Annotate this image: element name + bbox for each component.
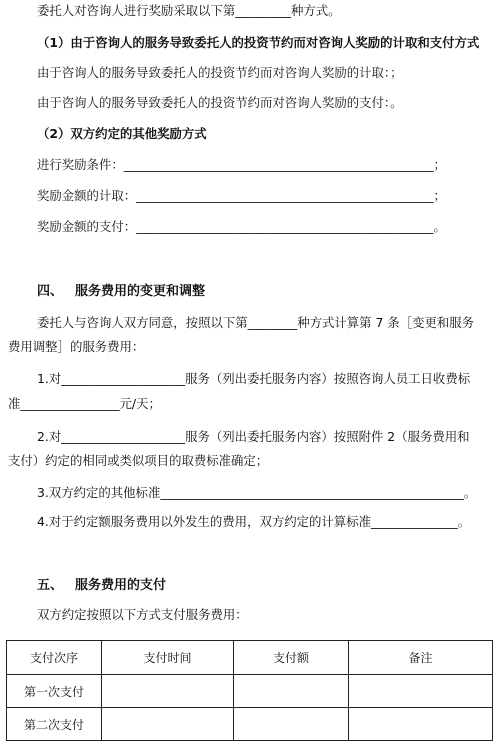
header-amount: 支付额 bbox=[234, 641, 349, 675]
subsection-2-title: （2）双方约定的其他奖励方式 bbox=[37, 126, 207, 141]
award-amount-calc-line: 奖励金额的计取：________________________________________________； bbox=[37, 188, 446, 203]
payment-table bbox=[6, 640, 493, 741]
fee-item-2-line: 2.对____________________服务（列出委托服务内容）按照附件 2（服务费用和 bbox=[37, 429, 470, 444]
row-1-time[interactable] bbox=[102, 675, 234, 708]
section-5-title: 服务费用的支付 bbox=[75, 578, 167, 593]
subsection-1-title: （1）由于咨询人的服务导致委托人的投资节约而对咨询人奖励的计取和支付方式 bbox=[37, 35, 480, 50]
award-calc-line: 由于咨询人的服务导致委托人的投资节约而对咨询人奖励的计取：； bbox=[37, 65, 403, 80]
section-4-heading bbox=[37, 283, 498, 301]
row-1-amount[interactable] bbox=[234, 675, 349, 708]
row-2-remark[interactable] bbox=[349, 708, 493, 741]
section-4-title: 服务费用的变更和调整 bbox=[75, 284, 206, 299]
header-remark: 备注 bbox=[349, 641, 493, 675]
payment-intro-line: 双方约定按照以下方式支付服务费用： bbox=[37, 607, 248, 622]
fee-item-2-cont: 支付）约定的相同或类似项目的取费标准确定； bbox=[8, 453, 269, 468]
table-row bbox=[7, 708, 493, 741]
section-5-number: 五、 bbox=[37, 578, 64, 593]
section-5-heading bbox=[37, 577, 498, 595]
award-condition-line: 进行奖励条件：__________________________________________________； bbox=[37, 157, 446, 172]
row-1-order: 第一次支付 bbox=[7, 675, 102, 708]
section-4-number: 四、 bbox=[37, 284, 64, 299]
row-2-time[interactable] bbox=[102, 708, 234, 741]
award-amount-pay-line: 奖励金额的支付：________________________________________________。 bbox=[37, 219, 446, 234]
fee-method-line: 委托人与咨询人双方同意，按照以下第________种方式计算第 7 条［变更和服务 bbox=[37, 315, 475, 330]
row-1-remark[interactable] bbox=[349, 675, 493, 708]
row-2-amount[interactable] bbox=[234, 708, 349, 741]
row-2-order: 第二次支付 bbox=[7, 708, 102, 741]
fee-item-4-line: 4.对于约定额服务费用以外发生的费用，双方约定的计算标准______________。 bbox=[37, 514, 471, 529]
award-method-line: 委托人对咨询人进行奖励采取以下第_________种方式。 bbox=[37, 3, 341, 18]
header-order: 支付次序 bbox=[7, 641, 102, 675]
fee-method-line-cont: 费用调整］的服务费用： bbox=[8, 339, 145, 354]
fee-item-1-line: 1.对____________________服务（列出委托服务内容）按照咨询人员工日收费标 bbox=[37, 371, 471, 386]
table-row bbox=[7, 675, 493, 708]
header-time: 支付时间 bbox=[102, 641, 234, 675]
award-pay-line: 由于咨询人的服务导致委托人的投资节约而对咨询人奖励的支付：。 bbox=[37, 95, 403, 110]
table-header-row bbox=[7, 641, 493, 675]
fee-item-1-cont: 准________________元/天； bbox=[8, 396, 161, 411]
fee-item-3-line: 3.双方约定的其他标准_________________________________________________。 bbox=[37, 485, 477, 500]
